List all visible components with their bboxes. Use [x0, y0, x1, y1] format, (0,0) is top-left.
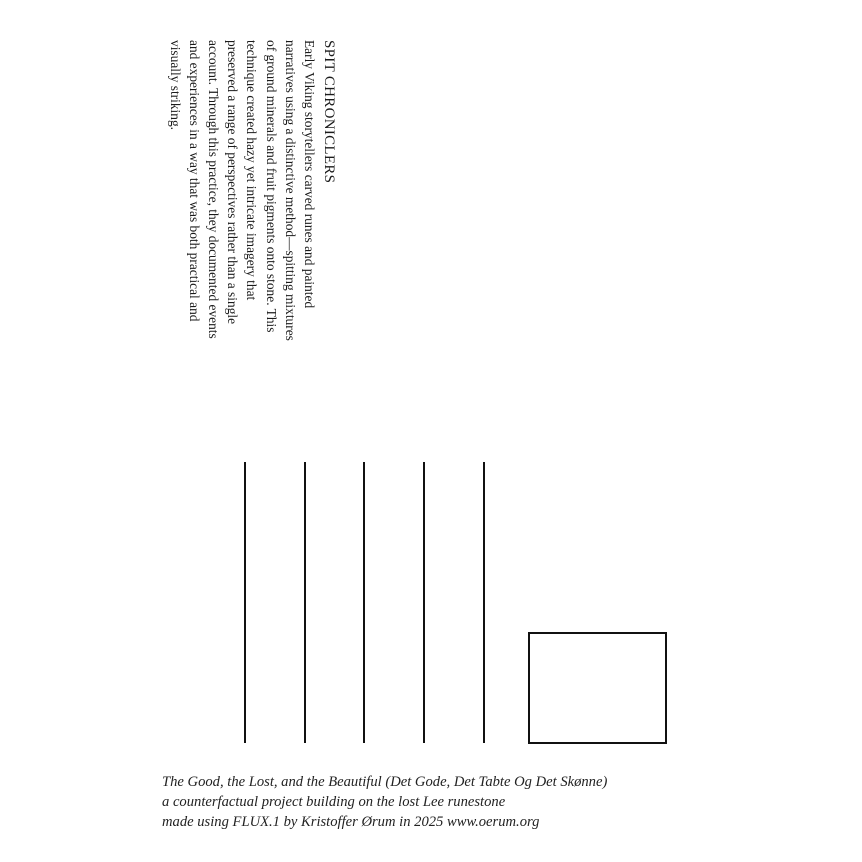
address-line [423, 462, 425, 743]
body-line: preserved a range of perspectives rather than a single [225, 40, 241, 325]
body-line: Early Viking storytellers carved runes and painted [302, 40, 317, 309]
body-line: of ground minerals and fruit pigments onto stone. This [263, 40, 279, 333]
body-line: narratives using a distinctive method—spitting mixtures [282, 40, 298, 341]
postcard-title: SPIT CHRONICLERS [321, 40, 337, 184]
body-line: technique created hazy yet intricate imagery that [244, 40, 260, 301]
body-line: account. Through this practice, they documented events [205, 40, 221, 339]
caption-title: The Good, the Lost, and the Beautiful (Det Gode, Det Tabte Og Det Skønne) [162, 774, 608, 790]
address-line [483, 462, 485, 743]
caption-credit: made using FLUX.1 by Kristoffer Ørum in 2025 www.oerum.org [162, 814, 540, 830]
caption [162, 772, 607, 832]
address-line [244, 462, 246, 743]
address-line [304, 462, 306, 743]
address-line [363, 462, 365, 743]
body-line: visually striking. [167, 40, 183, 131]
body-line: and experiences in a way that was both practical and [186, 40, 202, 322]
caption-description: a counterfactual project building on the lost Lee runestone [162, 794, 506, 810]
postcard-message [165, 40, 338, 400]
stamp-box [528, 632, 667, 744]
